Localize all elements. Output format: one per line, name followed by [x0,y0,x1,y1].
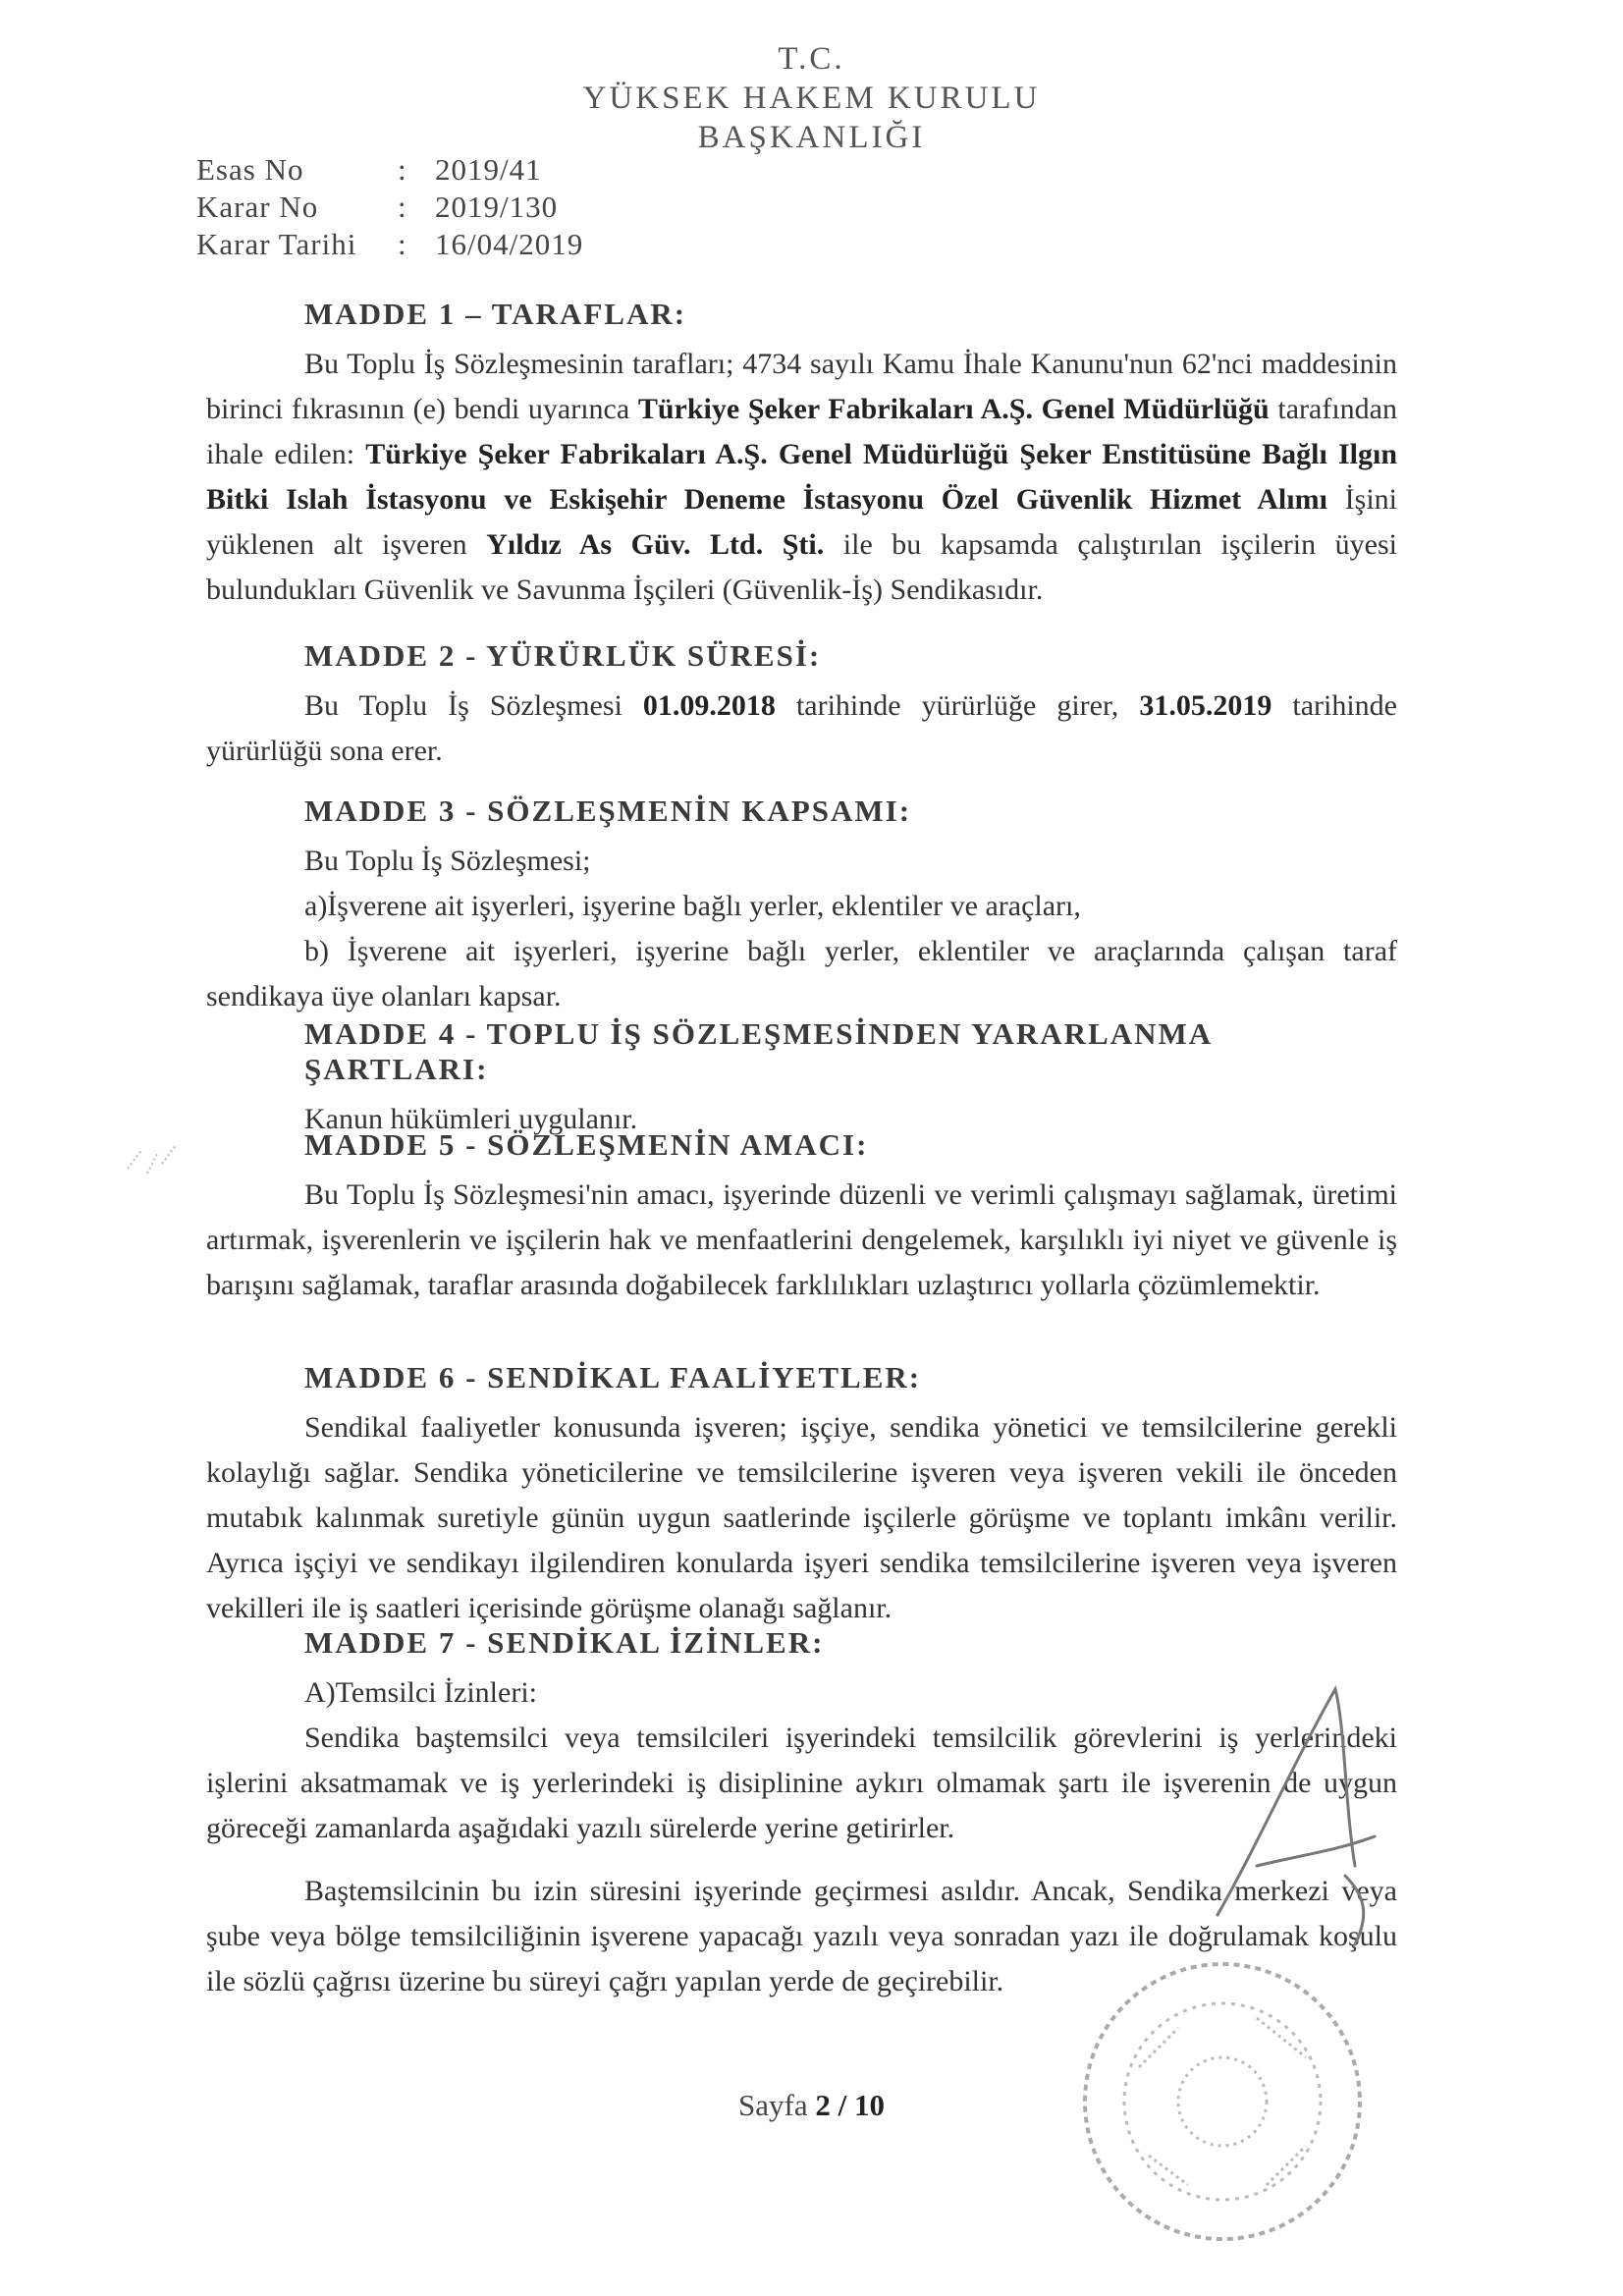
article-3-line-3: b) İşverene ait işyerleri, işyerine bağlı yerler, eklentiler ve araçlarında çalışan taraf sendikaya üye olanları kapsar. [206,935,1397,1012]
header-department: BAŞKANLIĞI [697,120,926,155]
article-6-title: MADDE 6 - SENDİKAL FAALİYETLER: [304,1360,922,1394]
article-2-text-2: tarihinde yürürlüğe girer, [775,689,1140,722]
article-3-line-1: Bu Toplu İş Sözleşmesi; [304,845,591,877]
header-institution: YÜKSEK HAKEM KURULU [582,81,1041,116]
page-number: 2 / 10 [815,2088,885,2122]
article-1-bold-2: Türkiye Şeker Fabrikaları A.Ş. Genel Müdürlüğü Şeker Enstitüsüne Bağlı Ilgın Bitki Islah İstasyonu ve Eskişehir Deneme İstasyonu Özel Güvenlik Hizmet Alımı [206,438,1398,516]
article-2-end-date: 31.05.2019 [1139,689,1272,722]
article-1-text-1: Bu Toplu İş Sözleşmesinin tarafları; 4734 sayılı Kamu İhale Kanunu'nun 62'nci maddesinin birinci fıkrasının (e) bendi uyarınca [206,348,1397,425]
tarih-value: 16/04/2019 [435,227,584,261]
esas-colon: : [398,152,407,187]
article-6 [206,1360,1397,1631]
article-1-bold-1: Türkiye Şeker Fabrikaları A.Ş. Genel Müdürlüğü [637,393,1270,425]
article-7-subtitle: A)Temsilci İzinleri: [304,1676,537,1709]
article-7-paragraph-1: Sendika baştemsilci veya temsilcileri işyerindeki temsilcilik görevlerini iş yerlerindeki işlerini aksatmamak ve iş yerlerindeki iş disiplinine aykırı olmamak şartı ile işverenin de uygun göreceği zamanlarda aşağıdaki yazılı sürelerde yerine getirirler. [206,1722,1397,1844]
tarih-row [196,227,583,262]
article-1-body [206,342,1397,613]
article-1-title: MADDE 1 – TARAFLAR: [304,297,687,331]
karar-colon: : [398,190,407,224]
karar-value: 2019/130 [435,190,559,224]
page-footer [0,2088,1623,2123]
article-5 [206,1127,1397,1308]
margin-mark [118,1129,187,1188]
article-2-text-3: tarihinde yürürlüğü sona erer. [206,689,1397,767]
article-3-title: MADDE 3 - SÖZLEŞMENİN KAPSAMI: [304,793,912,828]
article-3 [206,793,1397,1019]
esas-value: 2019/41 [435,152,542,187]
esas-row [196,152,542,188]
tarih-colon: : [398,227,407,261]
article-1-text-3: İşini yüklenen alt işveren [206,483,1397,561]
article-7-title: MADDE 7 - SENDİKAL İZİNLER: [304,1625,825,1660]
article-2-text-1: Bu Toplu İş Sözleşmesi [304,689,643,722]
article-1-text-4: ile bu kapsamda çalıştırılan işçilerin üyesi bulundukları Güvenlik ve Savunma İşçileri (Güvenlik-İş) Sendikasıdır. [206,528,1397,606]
article-2-start-date: 01.09.2018 [642,689,776,722]
article-2-body [206,683,1397,774]
page-label: Sayfa [738,2088,816,2122]
signature-mark [1198,1669,1384,1964]
karar-label: Karar No [196,190,319,224]
article-1 [206,297,1397,613]
article-2 [206,638,1397,774]
article-5-title: MADDE 5 - SÖZLEŞMENİN AMACI: [304,1127,869,1162]
article-1-bold-3: Yıldız As Güv. Ltd. Şti. [486,528,825,561]
article-6-body: Sendikal faaliyetler konusunda işveren; işçiye, sendika yönetici ve temsilcilerine gerekli kolaylığı sağlar. Sendika yöneticilerine ve temsilcilerine işveren veya işveren vekili ile önceden mutabık kalınmak suretiyle günün uygun saatlerinde işçilerle görüşme ve toplantı imkânı verilir. Ayrıca işçiyi ve sendikayı ilgilendiren konularda işyeri sendika temsilcilerine işveren veya işveren vekilleri ile iş saatleri içerisinde görüşme olanağı sağlanır. [206,1411,1397,1624]
article-4-line-1: Kanun hükümleri uygulanır. [304,1103,638,1135]
article-2-title: MADDE 2 - YÜRÜRLÜK SÜRESİ: [304,638,822,673]
article-4-title: MADDE 4 - TOPLU İŞ SÖZLEŞMESİNDEN YARARLANMA ŞARTLARI: [304,1016,1212,1086]
karar-row [196,190,558,225]
header-tc: T.C. [778,41,845,77]
article-1-text-2: tarafından ihale edilen: [206,393,1397,470]
esas-label: Esas No [196,152,304,187]
article-4 [206,1016,1397,1142]
tarih-label: Karar Tarihi [196,227,357,261]
article-7-paragraph-2: Baştemsilcinin bu izin süresini işyerinde geçirmesi asıldır. Ancak, Sendika merkezi veya şube veya bölge temsilciliğinin işverene yapacağı yazılı veya sonradan yazı ile doğrulamak koşulu ile sözlü çağrısı üzerine bu süreyi çağrı yapılan yerde de geçirebilir. [206,1875,1397,1997]
article-5-body: Bu Toplu İş Sözleşmesi'nin amacı, işyerinde düzenli ve verimli çalışmayı sağlamak, üretimi artırmak, işverenlerin ve işçilerin hak ve menfaatlerini dengelemek, karşılıklı iyi niyet ve güvenle iş barışını sağlamak, taraflar arasında doğabilecek farklılıkları uzlaştırıcı yollarla çözümlemektir. [206,1178,1397,1301]
article-3-line-2: a)İşverene ait işyerleri, işyerine bağlı yerler, eklentiler ve araçları, [304,890,1081,922]
